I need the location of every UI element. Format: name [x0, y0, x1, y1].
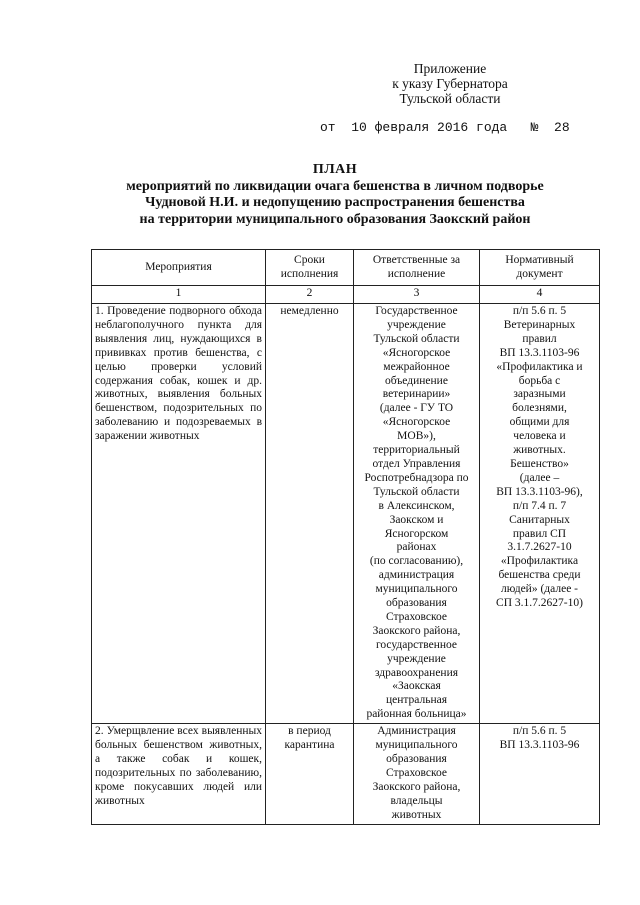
- column-number: 2: [266, 286, 354, 304]
- plan-table: [91, 249, 600, 825]
- responsible-cell: Администрация муниципального образования Страховское Заокского района, владельцы животных: [354, 724, 480, 824]
- appendix-line-3: Тульской области: [399, 91, 501, 106]
- column-number: 4: [480, 286, 600, 304]
- plan-subtitle: мероприятий по ликвидации очага бешенства в личном подворье Чудновой Н.И. и недопущению распространения бешенства на территории муниципального образования Заокский район: [126, 178, 544, 227]
- plan-heading: ПЛАН: [312, 162, 358, 177]
- header-responsible: Ответственные за исполнение: [354, 250, 480, 286]
- column-number-row: [92, 286, 600, 304]
- column-number: 3: [354, 286, 480, 304]
- column-number: 1: [92, 286, 266, 304]
- plan-title-block: [80, 162, 590, 228]
- term-cell: в период карантина: [266, 724, 354, 824]
- header-terms: Сроки исполнения: [266, 250, 354, 286]
- table-row: [92, 724, 600, 824]
- table-header-row: [92, 250, 600, 286]
- document-cell: п/п 5.6 п. 5 Ветеринарных правил ВП 13.3.1103-96 «Профилактика и борьба с заразными болезнями, общими для человека и животных. Бешенство» (далее – ВП 13.3.1103-96), п/п 7.4 п. 7 Санитарных правил СП 3.1.7.2627-10 «Профилактика бешенства среди людей» (далее - СП 3.1.7.2627-10): [480, 304, 600, 724]
- document-cell: п/п 5.6 п. 5 ВП 13.3.1103-96: [480, 724, 600, 824]
- header-document: Нормативный документ: [480, 250, 600, 286]
- measure-cell: 1. Проведение подворного обхода неблагополучного пункта для выявления лиц, нуждающихся в прививках против бешенства, с целью проверки условий содержания собак, кошек и др. животных, выявления больных бешенством, подозрительных по заболеванию и подозреваемых в заражении животных: [92, 304, 266, 724]
- table-row: [92, 304, 600, 724]
- appendix-block: [360, 61, 540, 106]
- measure-cell: 2. Умерщвление всех выявленных больных бешенством животных, а также собак и кошек, подозрительных по заболеванию, кроме покусавших людей или животных: [92, 724, 266, 824]
- appendix-line-2: к указу Губернатора: [392, 76, 508, 91]
- term-cell: немедленно: [266, 304, 354, 724]
- header-measures: Мероприятия: [92, 250, 266, 286]
- decree-date-number: от 10 февраля 2016 года № 28: [320, 120, 570, 135]
- responsible-cell: Государственное учреждение Тульской области «Ясногорское межрайонное объединение ветеринарии» (далее - ГУ ТО «Ясногорское МОВ»), территориальный отдел Управления Роспотребнадзора по Тульской области в Алексинском, Заокском и Ясногорском районах (по согласованию), администрация муниципального образования Страховское Заокского района, государственное учреждение здравоохранения «Заокская центральная районная больница»: [354, 304, 480, 724]
- appendix-line-1: Приложение: [413, 61, 487, 76]
